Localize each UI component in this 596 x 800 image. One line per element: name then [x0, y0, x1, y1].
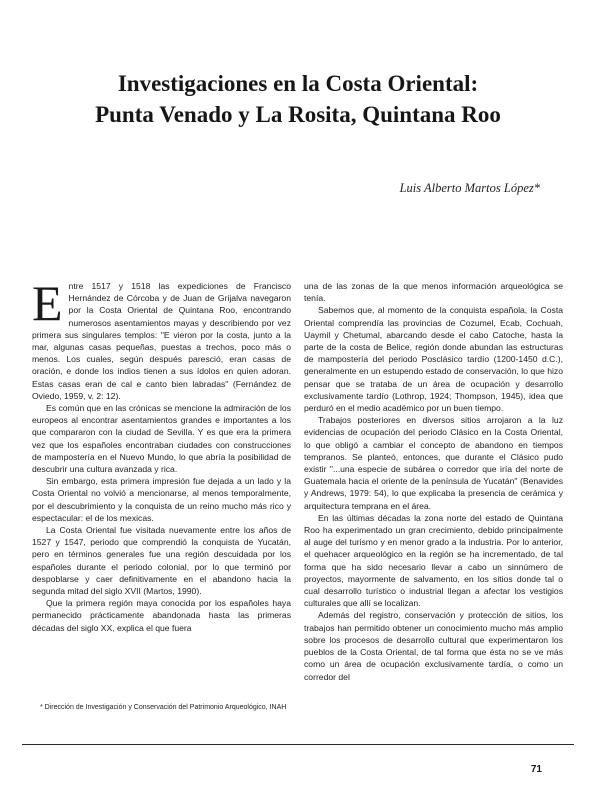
paragraph-8: Trabajos posteriores en diversos sitios arrojaron a la luz evidencias de ocupación del periodo Clásico en la Costa Oriental, lo que obligó a cambiar el concepto de abandono en tiempos tempranos. Se planteó, entonces, que durante el Clásico pudo existir "...una especie de subárea o corredor que iría del norte de Guatemala hacia el oriente de la península de Yucatán" (Benavides y Andrews, 1979: 54), lo que explicaba la presencia de cerámica y arquitectura temprana en el área. [304, 415, 563, 511]
title-line-2: Punta Venado y La Rosita, Quintana Roo [95, 102, 501, 127]
paragraph-7: Sabemos que, al momento de la conquista española, la Costa Oriental comprendía las provincias de Cozumel, Ecab, Cochuah, Uaymil y Chetumal, abarcando desde el cabo Catoche, hasta la parte de la costa de Belice, región donde abundan las estructuras de mampostería del periodo Posclásico tardío (1200-1450 d.C.), generalmente en un estupendo estado de conservación, lo que hizo pensar que se trataba de un área de ocupación y desarrollo exclusivamente tardío (Lothrop, 1924; Thompson, 1945), idea que perduró en el medio académico por un buen tiempo. [304, 305, 563, 414]
right-column [304, 280, 563, 683]
drop-cap: E [32, 275, 63, 331]
page-number: 71 [530, 764, 542, 775]
paragraph-3: Sin embargo, esta primera impresión fue dejada a un lado y la Costa Oriental no volvió a mencionarse, al menos temporalmente, por el descubrimiento y la conquista de un reino mucho más rico y espectacular: el de los mexicas. [32, 476, 291, 523]
paragraph-10: Además del registro, conservación y protección de sitios, los trabajos han permitido obtener un conocimiento mucho más amplio sobre los procesos de desarrollo cultural que experimentaron los pueblos de la Costa Oriental, de tal forma que ésta no se ve más como un área de ocupación exclusivamente tardía, o como un corredor del [304, 610, 563, 682]
paragraph-5: Que la primera región maya conocida por los españoles haya permanecido prácticamente abandonada hasta las primeras décadas del siglo XX, explica el que fuera [32, 598, 291, 633]
article-title [40, 68, 556, 130]
footnote-text: * Dirección de Investigación y Conservación del Patrimonio Arqueológico, INAH [40, 704, 287, 711]
paragraph-6: una de las zonas de la que menos información arqueológica se tenía. [304, 281, 563, 304]
footnote [32, 703, 291, 713]
title-line-1: Investigaciones en la Costa Oriental: [117, 71, 479, 96]
paragraph-1-text: ntre 1517 y 1518 las expediciones de Francisco Hernández de Córcoba y de Juan de Grijalva navegaron por la Costa Oriental de Quintana Roo, encontrando numerosos asentamientos mayas y describiendo por vez primera sus singulares templos: "E vieron por la costa, junto a la mar, algunas casas pequeñas, puestas a trechos, poco más o menos. Los cuales, según después paresció, eran casas de oración, e donde los indios tienen a sus ídolos en quien adoran. Estas casas eran de cal e canto bien labradas" (Fernández de Oviedo, 1959, v. 2: 12). [32, 281, 291, 401]
paragraph-4: La Costa Oriental fue visitada nuevamente entre los años de 1527 y 1547, periodo que comprendió la conquista de Yucatán, pero en términos generales fue una región descuidada por los españoles durante el periodo colonial, por lo que terminó por despoblarse y caer definitivamente en el abandono hacia la segunda mitad del siglo XVII (Martos, 1990). [32, 525, 291, 597]
left-column [32, 275, 291, 634]
bottom-rule [22, 744, 574, 745]
paragraph-1 [32, 275, 291, 402]
paragraph-2: Es común que en las crónicas se mencione la admiración de los europeos al encontrar asentamientos grandes e importantes a los que compararon con la ciudad de Sevilla. Y es que era la primera vez que los españoles encontraban ciudades con construcciones de mampostería en el Nuevo Mundo, lo que abría la posibilidad de descubrir una cultura avanzada y rica. [32, 403, 291, 475]
paragraph-9: En las últimas décadas la zona norte del estado de Quintana Roo ha experimentado un gran crecimiento, debido principalmente al auge del turismo y en menor grado a la industria. Por lo anterior, el quehacer arqueológico en la región se ha incrementado, de tal forma que ha sido necesario llevar a cabo un sinnúmero de proyectos, mayormente de salvamento, en los sitios donde tal o cual desarrollo turístico o industrial llegan a afectar los vestigios culturales que allí se localizan. [304, 512, 563, 609]
author-name: Luis Alberto Martos López* [399, 181, 540, 195]
